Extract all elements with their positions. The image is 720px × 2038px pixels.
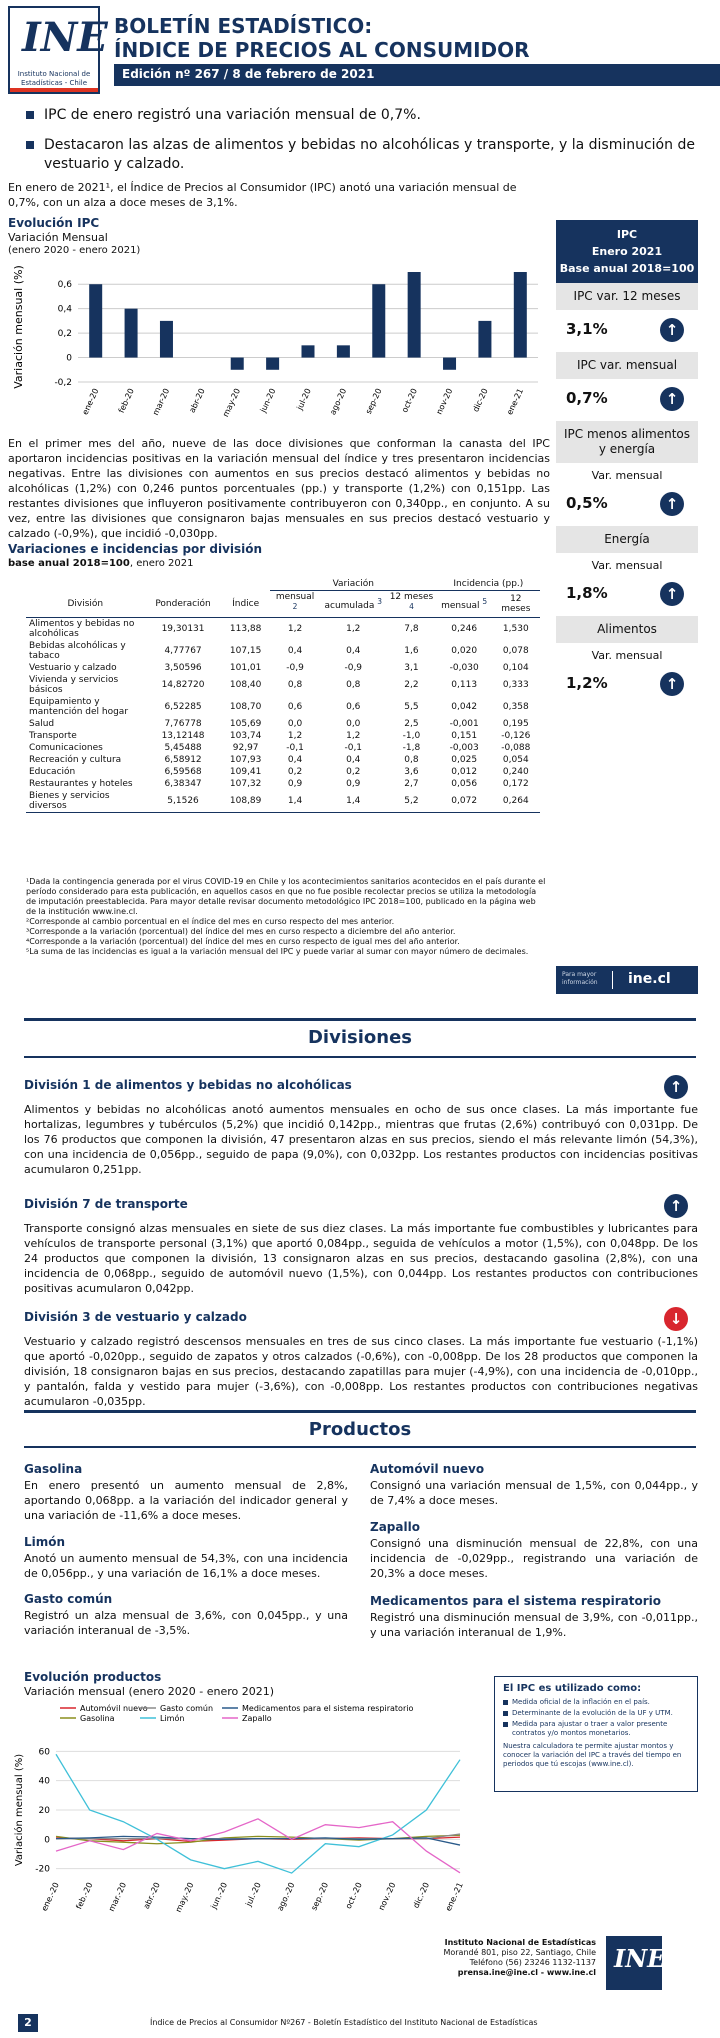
x-tick-label: oct.-20 [343,1881,364,1911]
bar [266,358,279,370]
x-tick-label: feb-20 [116,387,136,415]
table-row [26,640,540,662]
table-cell: 0,4 [287,755,303,765]
page-number: 2 [18,2014,38,2032]
table-cell: 108,40 [229,680,262,690]
table-cell: 101,01 [229,663,262,673]
table-cell: 107,32 [229,779,262,789]
table-cell: 14,82720 [161,680,205,690]
col-inc-mensual: mensual $^5$ [441,597,488,611]
x-tick-label: mar-20 [151,387,172,417]
table-cell: 7,8 [404,624,419,634]
bar [160,321,173,358]
panel-sublabel: Var. mensual [591,559,663,572]
table-row [26,754,540,766]
divisiones-title: Divisiones [307,1027,412,1048]
edition-bar [114,64,720,86]
divider-line [24,1056,696,1058]
col-var-12m: 12 meses $^4$ [389,592,434,611]
bar [514,272,527,358]
table-cell: 0,9 [287,779,303,789]
table-cell: 0,264 [502,796,529,806]
x-tick-label: sep-20 [363,387,384,416]
panel-value: 0,7% [566,389,608,407]
divider-line [24,1018,696,1021]
footer-publication: Índice de Precios al Consumidor Nº267 - Boletín Estadístico del Instituto Nacional de Estadísticas [150,2018,538,2027]
division-text: Alimentos y bebidas no alcohólicas anotó aumentos mensuales en ocho de sus once clases. La más importante fue hortalizas, legumbres y tubérculos (5,2%) que incidió 0,142pp., mientras que frutas (2,6%) contribuyó con 0,031pp. De los 76 productos que componen la división, 47 presentaron alzas en sus precios, siendo el más relevante limón (54,3%), con una incidencia de 0,056pp., seguido de papa (9,0%), con 0,032pp. Los restantes productos con incidencias positivas acumularon 0,251pp. [24,1103,698,1176]
table-cell: 0,2 [346,767,361,777]
table-cell: -0,9 [344,663,363,673]
table-cell: 0,4 [287,646,303,656]
panel-value-row [556,310,698,352]
x-tick-label: may-20 [221,387,243,419]
arrow-up-icon: ↑ [660,672,684,696]
y-tick-label: 0 [44,1835,50,1846]
table-cell: 107,15 [229,646,262,656]
table-cell: Equipamiento y mantención del hogar [29,697,129,717]
table-cell: 19,30131 [161,624,205,634]
product-text: Registró una disminución mensual de 3,9%, con -0,011pp., y una variación interanual de 1,9%. [370,1611,698,1639]
table-cell: 0,104 [502,663,529,673]
y-tick-label: -0,2 [54,378,72,388]
product-text: Anotó un aumento mensual de 54,3%, con una incidencia de 0,056pp., y una variación de 16,1% a doce meses. [24,1552,348,1580]
y-tick-label: 20 [38,1806,50,1816]
table-cell: -0,001 [449,719,479,729]
panel-value: 3,1% [566,320,608,338]
legend-label: Medicamentos para el sistema respiratorio [242,1704,414,1713]
ipc-uses-title: El IPC es utilizado como: [503,1683,642,1694]
table-row [26,730,540,742]
arrow-up-icon: ↑ [660,387,684,411]
table-cell: Vestuario y calzado [29,663,117,673]
product-title: Limón [24,1535,66,1549]
table-row [26,718,540,730]
table-cell: Transporte [29,731,77,741]
table-cell: Salud [29,719,55,729]
table-cell: 2,5 [404,719,419,729]
table-cell: 0,0 [287,719,303,729]
arrow-down-icon: ↓ [664,1307,688,1331]
table-cell: 5,2 [404,796,419,806]
divider-line [24,1446,696,1448]
ipc-uses-box [494,1676,698,1792]
x-tick-label: ene-21 [505,387,526,417]
logo-mark: INE [22,14,108,61]
bullet-square-icon [26,141,34,149]
table-cell: 113,88 [229,624,262,634]
table-cell: 1,2 [287,731,303,741]
table-cell: 0,025 [451,755,478,765]
x-tick-label: ago-20 [328,387,349,417]
x-tick-label: oct-20 [400,387,419,414]
table-cell: 1,4 [346,796,361,806]
table-cell: 103,74 [229,731,262,741]
table-cell: Bienes y servicios diversos [29,791,110,811]
table-cell: 7,76778 [164,719,202,729]
table-cell: 0,240 [502,767,529,777]
x-tick-label: abr-20 [187,387,207,415]
panel-value-row [556,664,698,706]
arrow-up-icon: ↑ [660,492,684,516]
table-subtitle: base anual 2018=100, enero 2021 [8,558,194,569]
x-tick-label: dic.-20 [411,1881,432,1910]
table-cell: 1,6 [404,646,419,656]
col-var-mensual: mensual $^2$ [275,592,315,611]
table-cell: 92,97 [232,743,259,753]
footnote: ¹Dada la contingencia generada por el virus COVID-19 en Chile y los acontecimientos sanitarios acontecidos en el país durante el período considerado para esta publicación, en aquellos casos en que no fue posible recolectar precios se utiliza la metodología de imputación preestablecida. Para mayor detalle revisar documento metodológico IPC 2018=100, publicado en la página web de la institución www.ine.cl. [26,877,546,916]
table-cell: 0,333 [502,680,529,690]
table-cell: 0,0 [346,719,361,729]
bullet-square-icon [26,111,34,119]
bar [408,272,421,358]
bar [125,309,138,358]
table-cell: -0,003 [449,743,479,753]
table-cell: Comunicaciones [29,743,103,753]
y-tick-label: 0,4 [57,304,72,315]
table-cell: 107,93 [229,755,262,765]
ipc-use-item: Medida oficial de la inflación en el país. [503,1698,689,1707]
table-cell: 0,020 [451,646,478,656]
col-division: División [67,598,104,609]
table-cell: Bebidas alcohólicas y tabaco [29,641,126,661]
logo-accent-bar [10,88,98,92]
x-tick-label: mar.-20 [106,1881,129,1913]
table-cell: 0,078 [502,646,529,656]
table-cell: 108,89 [229,796,262,806]
panel-value: 1,8% [566,584,608,602]
x-tick-label: ene-20 [80,387,101,417]
x-tick-label: abr.-20 [141,1881,162,1911]
bullet-square-icon [503,1711,508,1716]
table-cell: 1,2 [346,624,361,634]
x-tick-label: nov.-20 [376,1881,398,1912]
table-cell: 4,77767 [164,646,202,656]
table-cell: -0,030 [449,663,479,673]
y-tick-label: 0 [66,353,72,364]
evol-prod-title: Evolución productos [24,1670,162,1684]
panel-value-row [556,484,698,526]
table-cell: 0,4 [346,755,361,765]
division-title: División 1 de alimentos y bebidas no alcohólicas [24,1078,352,1092]
table-cell: 0,195 [502,719,529,729]
x-tick-label: jul-20 [295,387,313,412]
table-cell: -1,0 [402,731,421,741]
footnote: ²Corresponde al cambio porcentual en el índice del mes en curso respecto del mes anterior. [26,917,395,926]
table-row [26,696,540,718]
table-cell: 6,52285 [164,702,202,712]
table-cell: 6,59568 [164,767,202,777]
x-tick-label: may.-20 [173,1881,196,1914]
table-cell: 2,7 [404,779,419,789]
table-cell: 3,1 [404,663,419,673]
table-cell: -0,1 [286,743,304,753]
panel-value: 0,5% [566,494,608,512]
table-cell: 5,1526 [167,796,199,806]
panel-value-row [556,574,698,616]
col-var-acumulada: acumulada $^3$ [324,597,383,611]
y-tick-label: 40 [38,1776,50,1787]
x-tick-label: ene.-21 [443,1881,465,1913]
table-cell: Alimentos y bebidas no alcohólicas [29,619,135,639]
product-text: Consignó una disminución mensual de 22,8%, con una incidencia de -0,029pp., registrando una variación de 20,3% a doce meses. [370,1537,698,1580]
table-cell: Recreación y cultura [29,755,122,765]
table-cell: 0,012 [451,767,478,777]
table-cell: 0,2 [287,767,303,777]
division-title: División 3 de vestuario y calzado [24,1310,247,1324]
division-text: Transporte consignó alzas mensuales en siete de sus diez clases. La más importante fue combustibles y lubricantes para vehículos de transporte personal (3,1%) que aportó 0,084pp., seguida de vehículos a motor (1,5%), con 0,048pp. De los 24 productos que componen la división, 13 consignaron alzas en sus precios, destacando gasolina (2,8%), con una incidencia de 0,068pp., seguido de automóvil nuevo (1,5%), con 0,044pp. Los restantes productos con contribuciones positivas acumularon 0,042pp. [24,1222,698,1295]
table-title: Variaciones e incidencias por división [8,542,263,556]
panel-label: IPC menos alimentos y energía [556,421,698,463]
series-line [56,1754,460,1873]
productos-title: Productos [308,1419,412,1440]
panel-value: 1,2% [566,674,608,692]
y-axis-label: Variación mensual (%) [12,265,25,389]
col-group-incidencia: Incidencia (pp.) [437,578,540,591]
table-cell: 6,58912 [164,755,202,765]
more-info-label: Para mayor información [562,971,598,986]
product-text: En enero presentó un aumento mensual de 2,8%, aportando 0,068pp. a la variación del indicador general y una variación de -11,6% a doce meses. [24,1479,348,1522]
table-cell: 108,70 [229,702,262,712]
table-cell: 3,6 [404,767,419,777]
table-row [26,742,540,754]
table-cell: 0,4 [346,646,361,656]
y-tick-label: 0,6 [57,280,72,291]
panel-value-row [556,379,698,421]
x-tick-label: dic-20 [471,387,490,414]
table-cell: 0,113 [451,680,478,690]
footnote: ⁴Corresponde a la variación (porcentual) del índice del mes en curso respecto de igual mes del año anterior. [26,937,460,946]
table-cell: 6,38347 [164,779,202,789]
table-cell: -0,1 [344,743,363,753]
panel-header: IPC Enero 2021 Base anual 2018=100 [556,220,698,283]
divisions-table [26,578,540,813]
bulletin-subtitle: ÍNDICE DE PRECIOS AL CONSUMIDOR [114,38,530,62]
table-cell: 5,45488 [164,743,202,753]
bullet-square-icon [503,1700,508,1705]
arrow-up-icon: ↑ [664,1194,688,1218]
footnote: ⁵La suma de las incidencias es igual a la variación mensual del IPC y puede variar al sumar con mayor número de decimales. [26,947,529,956]
table-row [26,790,540,813]
division-text: Vestuario y calzado registró descensos mensuales en tres de sus cinco clases. La más importante fue vestuario (-1,1%) que aportó -0,020pp., seguido de zapatos y otros calzados (-0,6%), con -0,008pp. De los 28 productos que componen la división, 18 consignaron bajas en sus precios, destacando zapatillas para mujer (-4,9%), con una incidencia de -0,010pp., y pantalón, falda y vestido para mujer (-3,6%), con -0,008pp. Los restantes productos con contribuciones negativas acumularon -0,035pp. [24,1335,698,1408]
table-cell: 3,50596 [164,663,202,673]
evol-ipc-period: (enero 2020 - enero 2021) [8,245,141,256]
bar [89,284,102,357]
division-title: División 7 de transporte [24,1197,188,1211]
bar [372,284,385,357]
x-tick-label: sep.-20 [309,1881,331,1912]
ine-logo [8,6,108,94]
x-tick-label: jun-20 [258,387,278,414]
panel-label: IPC var. 12 meses [556,283,698,310]
arrow-up-icon: ↑ [660,582,684,606]
table-cell: 1,4 [287,796,303,806]
col-inc-12m: 12 meses [501,594,531,614]
evol-ipc-subtitle: Variación Mensual [8,231,108,244]
bar [478,321,491,358]
x-tick-label: ago.-20 [275,1881,297,1913]
x-tick-label: feb.-20 [74,1881,95,1911]
table-cell: 0,8 [287,680,303,690]
table-cell: 0,151 [451,731,478,741]
footer-logo-mark: INE [614,1944,666,1973]
table-cell: 0,246 [451,624,478,634]
table-cell: 1,530 [502,624,529,634]
bar [337,345,350,357]
table-cell: 5,5 [404,702,419,712]
intro-paragraph: En enero de 2021¹, el Índice de Precios al Consumidor (IPC) anotó una variación mensual de 0,7%, con un alza a doce meses de 3,1%. [8,181,517,209]
table-cell: 2,2 [404,680,419,690]
divisions-paragraph: En el primer mes del año, nueve de las doce divisiones que conforman la canasta del IPC aportaron incidencias positivas en la variación mensual del índice y tres presentaron incidencias negativas. Entre las divisiones con aumentos en sus precios destacó alimentos y bebidas no alcohólicas (1,2%) con 0,246 puntos porcentuales (pp.) y transporte (1,2%) con 0,151pp. Las restantes divisiones que influyeron positivamente contribuyeron con 0,340pp., en conjunto. A su vez, entre las divisiones que consignaron bajas mensuales en sus precios destacó vestuario y calzado (-0,9%), que incidió -0,030pp. [8,437,550,540]
product-title: Medicamentos para el sistema respiratorio [370,1594,662,1608]
legend-label: Automóvil nuevo [80,1704,148,1713]
bar [302,345,315,357]
table-cell: Vivienda y servicios básicos [29,675,119,695]
product-title: Zapallo [370,1520,420,1534]
y-axis-label: Variación mensual (%) [14,1753,25,1867]
highlight-bullet-2: Destacaron las alzas de alimentos y bebidas no alcohólicas y transporte, y la disminución de vestuario y calzado. [26,136,706,174]
table-row [26,662,540,674]
col-group-variacion: Variación [270,578,437,591]
ipc-bar-chart [8,262,548,432]
table-row [26,766,540,778]
ipc-summary-panel [556,220,698,706]
panel-sublabel: Var. mensual [591,649,663,662]
table-cell: 0,054 [502,755,529,765]
table-cell: -1,8 [402,743,421,753]
footnotes [26,877,546,957]
logo-subtitle: Instituto Nacional de Estadísticas - Chile [17,70,91,87]
table-cell: Educación [29,767,76,777]
panel-sublabel: Var. mensual [591,469,663,482]
table-cell: 0,358 [502,702,529,712]
panel-label: Alimentos [556,616,698,643]
legend-label: Limón [160,1714,185,1723]
table-cell: 0,056 [451,779,478,789]
y-tick-label: -20 [35,1864,50,1875]
series-line [56,1819,460,1873]
panel-label: IPC var. mensual [556,352,698,379]
x-tick-label: nov-20 [434,387,455,416]
table-cell: 1,2 [287,624,303,634]
ipc-use-item: Determinante de la evolución de la UF y UTM. [503,1709,689,1718]
ipc-use-item: Medida para ajustar o traer a valor presente contratos y/o montos monetarios. [503,1720,689,1738]
table-cell: 13,12148 [161,731,205,741]
table-cell: 109,41 [229,767,262,777]
table-cell: 0,8 [346,680,361,690]
table-cell: -0,088 [501,743,531,753]
site-label: ine.cl [628,971,671,987]
calculator-note[interactable]: Nuestra calculadora te permite ajustar montos y conocer la variación del IPC a través del tiempo en periodos que tú escojas (www.ine.cl). [503,1742,682,1768]
col-indice: Índice [232,598,260,609]
bar [231,358,244,370]
evol-ipc-title: Evolución IPC [8,216,100,230]
bullet-square-icon [503,1722,508,1727]
footer-logo [606,1936,666,1990]
table-cell: 0,8 [404,755,419,765]
y-tick-label: 60 [38,1747,50,1758]
table-cell: 0,6 [346,702,361,712]
edition-text: Edición nº 267 / 8 de febrero de 2021 [122,67,375,81]
divider [612,971,613,989]
product-text: Registró un alza mensual de 3,6%, con 0,045pp., y una variación interanual de -3,5%. [24,1609,348,1637]
table-row [26,674,540,696]
arrow-up-icon: ↑ [664,1075,688,1099]
table-cell: 105,69 [229,719,262,729]
footnote: ³Corresponde a la variación (porcentual) del índice del mes en curso respecto a diciembre del año anterior. [26,927,456,936]
table-cell: 0,6 [287,702,303,712]
legend-label: Zapallo [242,1714,272,1723]
table-row [26,618,540,641]
product-title: Gasto común [24,1592,113,1606]
bar [443,358,456,370]
product-text: Consignó una variación mensual de 1,5%, con 0,044pp., y de 7,4% a doce meses. [370,1479,698,1507]
bulletin-title: BOLETÍN ESTADÍSTICO: [114,14,373,38]
table-cell: 0,172 [502,779,529,789]
product-title: Gasolina [24,1462,83,1476]
table-cell: 0,042 [451,702,478,712]
table-row [26,778,540,790]
table-cell: -0,126 [501,731,531,741]
legend-label: Gasolina [80,1714,115,1723]
y-tick-label: 0,2 [57,329,72,340]
col-ponderacion: Ponderación [155,598,211,609]
table-cell: 0,9 [346,779,361,789]
product-title: Automóvil nuevo [370,1462,485,1476]
table-cell: 1,2 [346,731,361,741]
legend-label: Gasto común [160,1704,214,1713]
x-tick-label: jul.-20 [244,1881,263,1908]
table-cell: Restaurantes y hoteles [29,779,133,789]
panel-label: Energía [556,526,698,553]
highlight-bullet-1: IPC de enero registró una variación mensual de 0,7%. [26,106,706,125]
divisions-table-wrapper [26,578,540,813]
table-cell: 0,072 [451,796,478,806]
x-tick-label: ene.-20 [39,1881,61,1913]
footer-contact: Instituto Nacional de Estadísticas Morandé 801, piso 22, Santiago, Chile Teléfono (56) 23246 1132-1137 prensa.ine@ine.cl - www.ine.cl [443,1938,596,1977]
table-cell: -0,9 [286,663,304,673]
x-tick-label: jun.-20 [209,1881,230,1911]
divider-line [24,1410,696,1413]
products-line-chart [10,1700,480,1922]
arrow-up-icon: ↑ [660,318,684,342]
more-info-link[interactable] [556,966,698,994]
evol-prod-subtitle: Variación mensual (enero 2020 - enero 2021) [24,1685,275,1698]
